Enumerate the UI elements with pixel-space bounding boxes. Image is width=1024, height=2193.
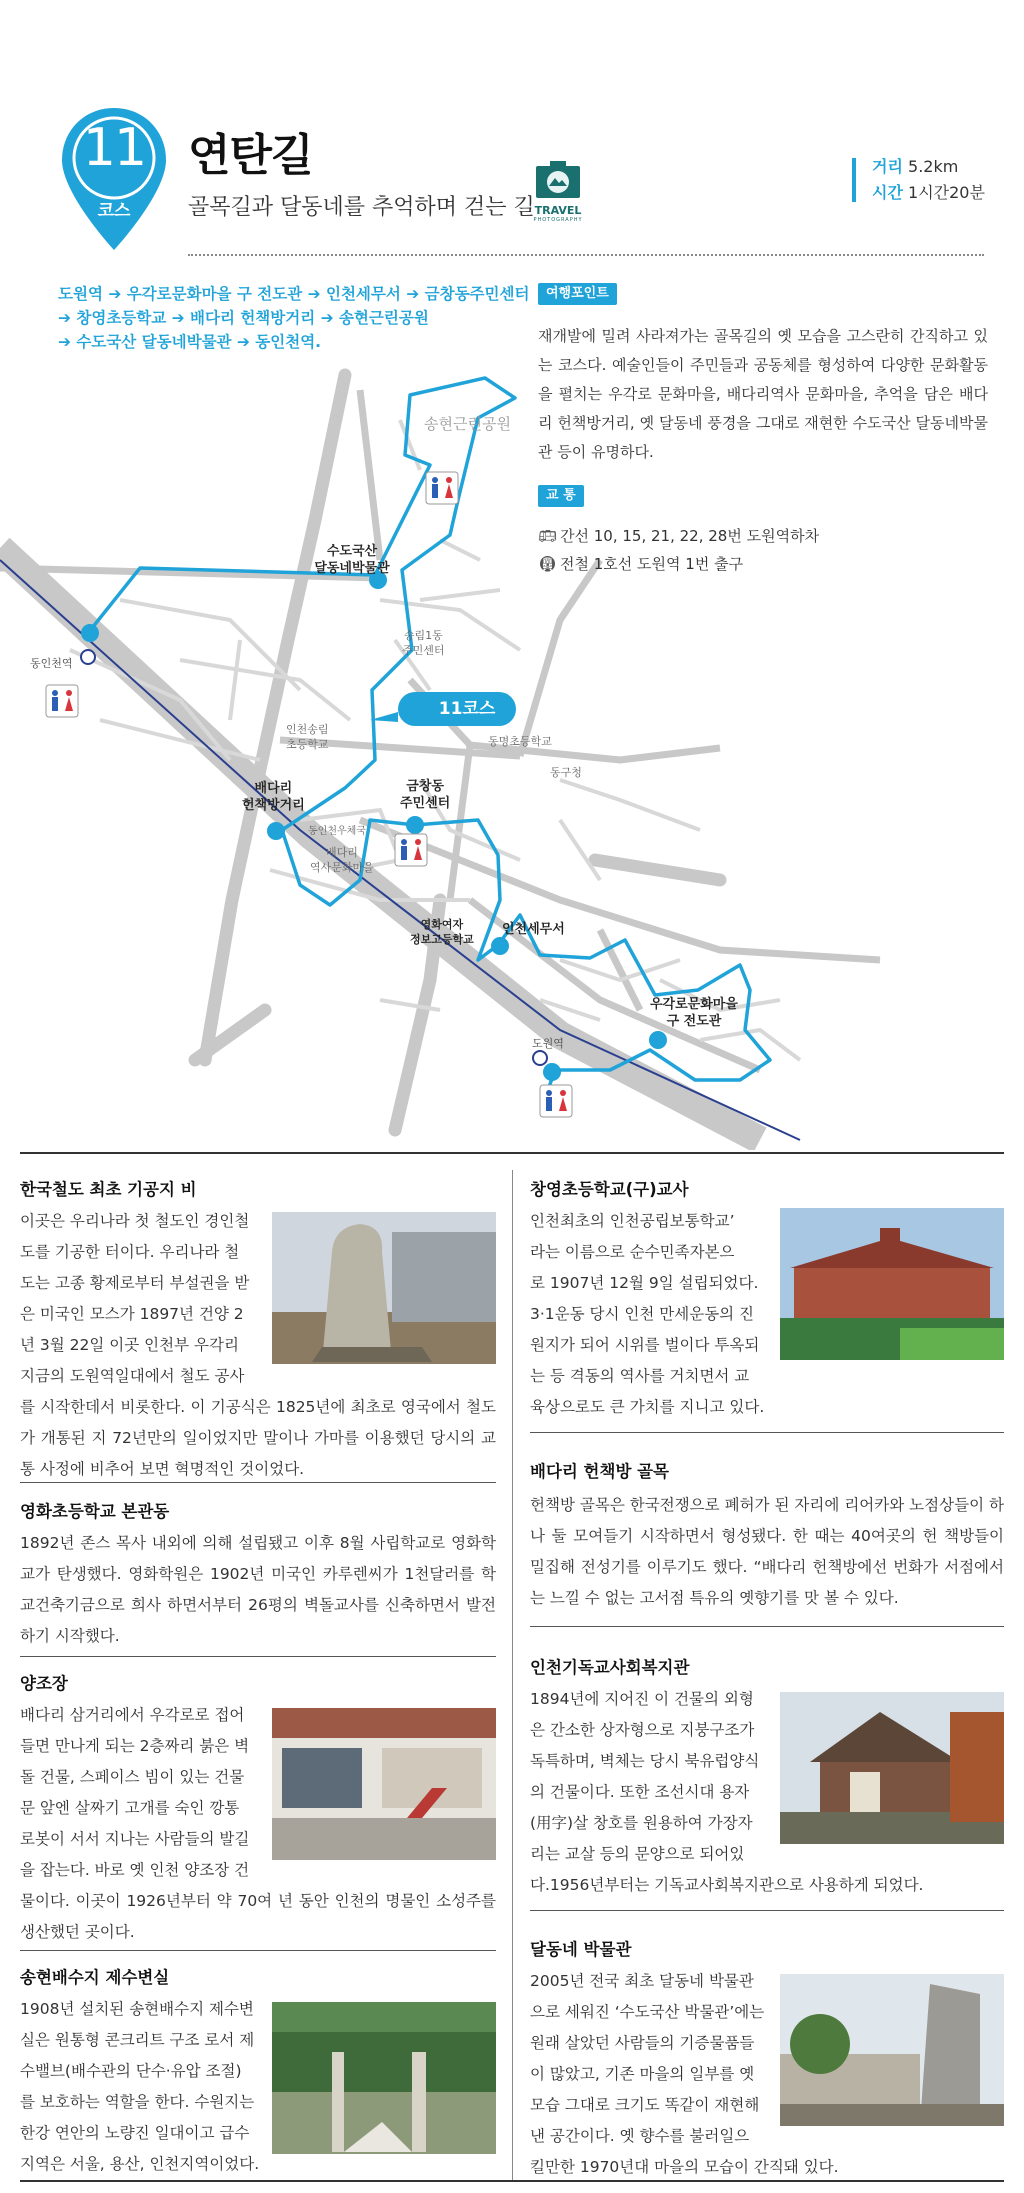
map-label-dongincheon: 동인천역 [30,657,73,670]
transport-badge: 교 통 [538,485,584,507]
camera-label: TRAVEL [534,204,582,217]
map-label-ugakro: 우각로문화마을 구 전도관 [650,997,738,1029]
article-title: 양조장 [20,1674,68,1693]
map-label-dowon: 도원역 [532,1037,564,1050]
article-text: 다.1956년부터는 기독교사회복지관으로 사용하게 되었다. [530,1876,924,1894]
travel-point-badge: 여행포인트 [538,283,617,305]
column-divider [512,1170,513,2180]
article-divider [530,1432,1004,1433]
map-label-history: 배다리 역사문화마을 [310,846,374,874]
stone-monument-photo [272,1212,496,1364]
welfare-center-photo [780,1692,1004,1844]
map-label-baedari: 배다리 헌책방거리 [242,781,305,813]
article-title: 송현배수지 제수변실 [20,1968,170,1987]
route-line-3: ➔ 수도국산 달동네박물관 ➔ 동인천역. [58,333,322,351]
article-title: 달동네 박물관 [530,1940,632,1959]
section-divider [20,1152,1004,1154]
map-label-tax: 인천세무서 [502,922,565,937]
article-text: 킬만한 1970년대 마을의 모습이 간직돼 있다. [530,2158,839,2176]
bus-icon: 🚌︎ [538,527,558,545]
map-label-donggu: 동구청 [550,766,582,779]
route-line-1: 도원역 ➔ 우각로문화마을 구 전도관 ➔ 인천세무서 ➔ 금창동주민센터 [58,285,530,303]
time-label: 시간 [872,183,903,202]
article-divider [530,1910,1004,1911]
restroom-icon [395,834,427,866]
valve-room-photo [272,2002,496,2154]
map-label-museum: 수도국산 달동네박물관 [314,544,390,576]
header-divider [188,254,984,256]
map-label-incheon-songrim: 인천송림 초등학교 [286,723,329,751]
map-label-yeonghwa: 영화여자 정보고등학교 [410,918,474,946]
map-label-songrim: 송림1동 주민센터 [402,629,445,657]
article-title: 창영초등학교(구)교사 [530,1180,689,1199]
travel-point-text: 재개발에 밀려 사라져가는 골목길의 옛 모습을 고스란히 간직하고 있는 코스다. 예술인들이 주민들과 공동체를 형성하여 다양한 문화활동을 펼치는 우각로 문화마을, 배다리역사 문화마을, 추억을 담은 배다리 헌책방거리, 옛 달동네 풍경을 그대로 재현한 수도국산 달동네박물관 등이 유명하다. [538,327,988,461]
article-wrap-text: 배다리 삼거리에서 우각로로 접어 들면 만나게 되는 2층짜리 붉은 벽 돌 건물, 스페이스 빔이 있는 건물 문 앞엔 살짜기 고개를 숙인 깡통 로봇이 서서 지나는 사람들의 발길 을 잡는다. 바로 옛 인천 양조장 건 [20,1706,250,1879]
brewery-photo [272,1708,496,1860]
article-wrap-text: 1908년 설치된 송현배수지 제수변 실은 원통형 콘크리트 구조 로서 제 수밸브(배수관의 단수·유압 조절) 를 보호하는 역할을 한다. 수원지는 한강 연안의 노량진 일대이고 급수 지역은 서울, 용산, 인천지역이었다. [20,2000,260,2173]
course-number: 11 [82,118,146,178]
article-wrap-text: 2005년 전국 최초 달동네 박물관 으로 세워진 ‘수도국산 박물관’에는 원래 살았던 사람들의 기증물품들 이 많았고, 기존 마을의 일부를 옛 모습 그대로 크기도 똑같이 재현해 낸 공간이다. 옛 향수를 불러일으 [530,1972,765,2145]
article-title: 인천기독교사회복지관 [530,1658,690,1677]
map-label-park: 송현근린공원 [424,415,511,433]
map-label-post: 동인천우체국 [308,826,366,837]
article-title: 한국철도 최초 기공지 비 [20,1180,197,1199]
restroom-icon [426,472,458,504]
time-info [872,181,985,205]
travel-camera-logo [528,160,588,222]
article-text: 물이다. 이곳이 1926년부터 약 70여 년 동안 인천의 명물인 소성주를 생산했던 곳이다. [20,1892,496,1941]
distance-value: 5.2km [908,157,959,176]
transport-bus: 🚌︎ 간선 10, 15, 21, 22, 28번 도원역하차 [538,524,819,548]
article-wrap-text: 인천최초의 인천공립보통학교’ 라는 이름으로 순수민족자본으 로 1907년 12월 9일 설립되었다. 3·1운동 당시 인천 만세운동의 진 원지가 되어 시위를 벌이다 투옥되 는 등 격동의 역사를 거치면서 교 육상으로도 큰 가치를 지니고 있다. [530,1212,765,1416]
article-divider [530,1626,1004,1627]
course-map [0,360,1024,1150]
map-label-dongmyeong: 동명초등학교 [488,735,552,748]
article-text: 1892년 존스 목사 내외에 의해 설립됐고 이후 8월 사립학교로 영화학교가 탄생했다. 영화학원은 1902년 미국인 카루렌씨가 1천달러를 학교건축기금으로 희사 하면서부터 26평의 벽돌교사를 신축하면서 발전하기 시작했다. [20,1534,496,1645]
article-text: 헌책방 골목은 한국전쟁으로 폐허가 된 자리에 리어카와 노점상들이 하나 둘 모여들기 시작하면서 형성됐다. 한 때는 40여곳의 헌 책방들이 밀집해 전성기를 이루기도 했다. “배다리 헌책방에선 번화가 서점에서는 느낄 수 없는 고서점 특유의 옛향기를 맛 볼 수 있다. [530,1496,1004,1607]
page-subtitle: 골목길과 달동네를 추억하며 걷는 길 [188,195,535,220]
course-word: 코스 [97,201,131,221]
distance-info [872,155,958,179]
distance-label: 거리 [872,157,903,176]
map-label-geumchang: 금창동 주민센터 [400,779,451,811]
article-divider [20,1482,496,1483]
camera-sublabel: PHOTOGRAPHY [533,217,583,223]
article-divider [20,1950,496,1951]
subway-icon: 🚇︎ [538,555,558,573]
route-line-2: ➔ 창영초등학교 ➔ 배다리 헌책방거리 ➔ 송현근린공원 [58,309,429,327]
transport-subway: 🚇︎ 전철 1호선 도원역 1번 출구 [538,552,743,576]
article-title: 배다리 헌책방 골목 [530,1462,670,1481]
article-divider [20,1656,496,1657]
map-course-tag: 11코스 [438,699,496,719]
article-wrap-text: 1894년에 지어진 이 건물의 외형 은 간소한 상자형으로 지붕구조가 독특하며, 벽체는 당시 북유럽양식 의 건물이다. 또한 조선시대 용자 (用字)살 창호를 원용하여 가장자 리는 교살 등의 문양으로 되어있 [530,1690,760,1863]
school-photo [780,1208,1004,1360]
camera-icon [528,160,588,200]
page-title: 연탄길 [188,130,313,181]
restroom-icon [540,1085,572,1117]
meta-accent-bar [852,158,856,202]
restroom-icon [46,685,78,717]
museum-photo [780,1974,1004,2126]
article-text: 를 시작한데서 비롯한다. 이 기공식은 1825년에 최초로 영국에서 철도가 개통된 지 72년만의 일이었지만 말이나 가마를 이용했던 당시의 교통 사정에 비추어 보면 혁명적인 것이었다. [20,1398,496,1478]
article-title: 영화초등학교 본관동 [20,1502,170,1521]
time-value: 1시간20분 [908,183,985,202]
article-wrap-text: 이곳은 우리나라 첫 철도인 경인철 도를 기공한 터이다. 우리나라 철 도는 고종 황제로부터 부설권을 받 은 미국인 모스가 1897년 건양 2 년 3월 22일 이곳 인천부 우각리 지금의 도원역일대에서 철도 공사 [20,1212,250,1385]
